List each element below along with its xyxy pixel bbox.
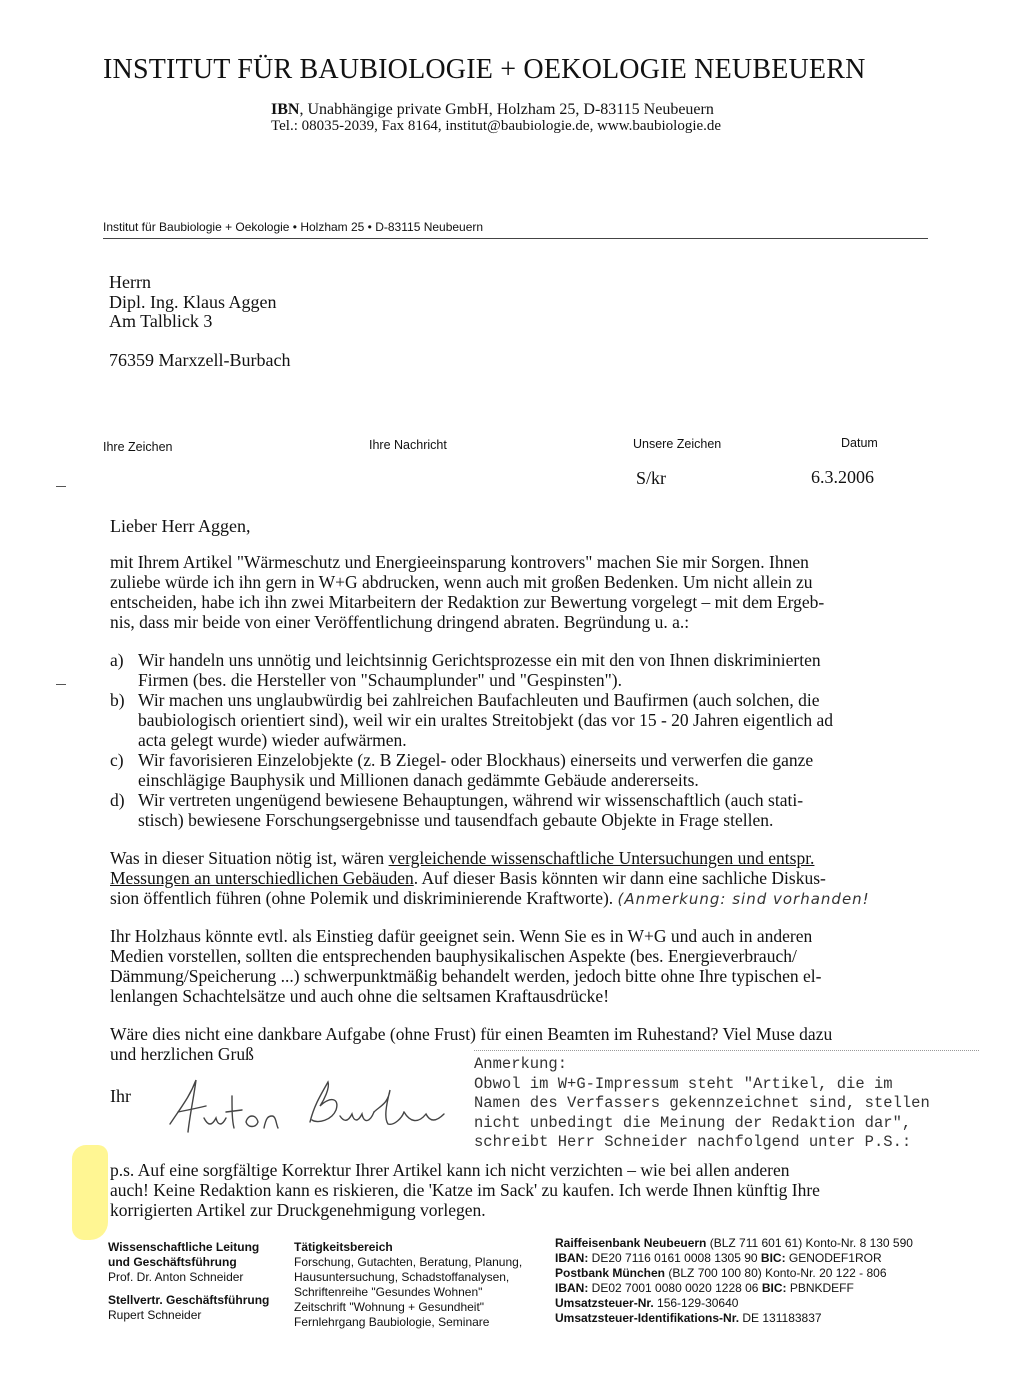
letterhead-contact-line: Tel.: 08035-2039, Fax 8164, institut@baubiologie.de, www.baubiologie.de: [271, 118, 722, 134]
footer-heading: Wissenschaftliche Leitung: [108, 1240, 260, 1254]
fold-mark: [56, 684, 66, 685]
highlighter-mark: [72, 1145, 108, 1240]
list-item: [110, 790, 940, 830]
list-item-line: Wir handeln uns unnötig und leichtsinnig Gerichtsprozesse ein mit den von Ihnen diskriminierten: [138, 650, 821, 670]
footer-value: 156-129-30640: [653, 1296, 739, 1310]
list-marker: b): [110, 690, 125, 710]
postscript: [110, 1160, 932, 1220]
letterhead-ibn: IBN: [271, 101, 300, 118]
footer-heading: Stellvertr. Geschäftsführung: [108, 1293, 270, 1307]
paragraph-4-line: und herzlichen Gruß: [110, 1044, 254, 1064]
paragraph-1-line: zuliebe würde ich ihn gern in W+G abdrucken, wenn auch mit großen Bedenken. Um nicht allein zu: [110, 572, 813, 592]
list-item-line: stisch) bewiesene Forschungsergebnisse und tausendfach gebaute Objekte in Frage stellen.: [138, 810, 774, 830]
paragraph-1-line: entscheiden, habe ich ihn zwei Mitarbeitern der Redaktion zur Bewertung vorgelegt – mit dem Ergeb-: [110, 592, 825, 612]
datum-value: 6.3.2006: [811, 467, 874, 487]
footer-value: Rupert Schneider: [108, 1308, 202, 1322]
footer-banking: [555, 1236, 913, 1326]
annotation-line: Anmerkung:: [474, 1055, 568, 1073]
list-item: [110, 650, 940, 690]
footer-value: Hausuntersuchung, Schadstoffanalysen,: [294, 1270, 510, 1284]
footer-heading: Tätigkeitsbereich: [294, 1240, 393, 1254]
letterhead-address-line: [271, 101, 714, 119]
closing: Ihr: [110, 1086, 131, 1106]
paragraph-3-line: Ihr Holzhaus könnte evtl. als Einstieg dafür geeignet sein. Wenn Sie es in W+G und auch in anderen: [110, 926, 813, 946]
footer-label: IBAN:: [555, 1251, 589, 1265]
postscript-line: korrigierten Artikel zur Druckgenehmigung vorlegen.: [110, 1200, 486, 1220]
footer-value: DE02 7001 0080 0020 1228 06: [588, 1281, 762, 1295]
signature-image: [160, 1066, 460, 1146]
footer-label: BIC:: [761, 1281, 787, 1295]
recipient-salutation: Herrn: [109, 272, 151, 292]
greeting: Lieber Herr Aggen,: [110, 516, 251, 536]
postscript-line: p.s. Auf eine sorgfältige Korrektur Ihrer Artikel kann ich nicht verzichten – wie bei allen anderen: [110, 1160, 790, 1180]
recipient-name: Dipl. Ing. Klaus Aggen: [109, 292, 277, 312]
footer-value: GENODEF1ROR: [785, 1251, 882, 1265]
annotation-line: Namen des Verfassers gekennzeichnet sind, stellen: [474, 1094, 930, 1112]
paragraph-2-line: [110, 888, 932, 909]
paragraph-1-line: nis, dass mir beide von einer Veröffentlichung dringend abraten. Begründung u. a.:: [110, 612, 690, 632]
list-item-line: Firmen (bes. die Hersteller von "Schaumplunder" und "Gespinsten").: [138, 670, 622, 690]
list-marker: c): [110, 750, 124, 770]
recipient-street: Am Talblick 3: [109, 311, 213, 331]
paragraph-3-line: Dämmung/Speicherung ...) schwerpunktmäßig behandelt werden, jedoch bitte ohne Ihre typischen el-: [110, 966, 822, 986]
footer-label: Umsatzsteuer-Identifikations-Nr.: [555, 1311, 740, 1325]
return-address: Institut für Baubiologie + Oekologie • Holzham 25 • D-83115 Neubeuern: [103, 220, 484, 234]
postscript-line: auch! Keine Redaktion kann es riskieren, die 'Katze im Sack' zu kaufen. Ich werde Ihnen künftig Ihre: [110, 1180, 820, 1200]
paragraph-3-line: Medien vorstellen, sollten die entsprechenden bauphysikalischen Aspekte (bes. Energieverbrauch/: [110, 946, 797, 966]
footer-value: PBNKDEFF: [786, 1281, 854, 1295]
annotation-rule: [474, 1050, 979, 1051]
list-item: [110, 750, 940, 790]
footer-value: Zeitschrift "Wohnung + Gesundheit": [294, 1300, 485, 1314]
footer-heading: und Geschäftsführung: [108, 1255, 237, 1269]
footer-value: (BLZ 711 601 61) Konto-Nr. 8 130 590: [706, 1236, 913, 1250]
footer-value: Schriftenreihe "Gesundes Wohnen": [294, 1285, 483, 1299]
footer-bank-name: Raiffeisenbank Neubeuern: [555, 1236, 707, 1250]
footer-value: DE 131183837: [739, 1311, 822, 1325]
paragraph-2: [110, 848, 932, 909]
reasons-list: [110, 650, 940, 830]
footer-label: IBAN:: [555, 1281, 589, 1295]
paragraph-1: [110, 552, 932, 632]
annotation-line: nicht unbedingt die Meinung der Redaktion dar",: [474, 1113, 912, 1132]
footer-value: Fernlehrgang Baubiologie, Seminare: [294, 1315, 490, 1329]
paragraph-2-text: . Auf dieser Basis könnten wir dann eine sachliche Diskus-: [413, 868, 826, 888]
handwritten-note: (Anmerkung: sind vorhanden!: [617, 890, 870, 908]
footer-value: DE20 7116 0161 0008 1305 90: [588, 1251, 761, 1265]
unsere-zeichen-value: S/kr: [636, 468, 667, 488]
letterhead-address-text: , Unabhängige private GmbH, Holzham 25, D-83115 Neubeuern: [299, 101, 714, 118]
list-item: [110, 690, 940, 750]
paragraph-3-line: lenlangen Schachtelsätze und auch ohne die seltsamen Kraftausdrücke!: [110, 986, 610, 1006]
paragraph-2-text: sion öffentlich führen (ohne Polemik und diskriminierende Kraftworte).: [110, 888, 614, 908]
institute-title: INSTITUT FÜR BAUBIOLOGIE + OEKOLOGIE NEUBEUERN: [103, 54, 866, 85]
footer-activities: [294, 1240, 522, 1330]
footer-value: (BLZ 700 100 80) Konto-Nr. 20 122 - 806: [665, 1266, 887, 1280]
list-item-line: Wir favorisieren Einzelobjekte (z. B Ziegel- oder Blockhaus) einerseits und verwerfen die ganze: [138, 750, 814, 770]
footer-value: Prof. Dr. Anton Schneider: [108, 1270, 244, 1284]
annotation-line: Obwol im W+G-Impressum steht "Artikel, die im: [474, 1074, 893, 1093]
footer-label: Umsatzsteuer-Nr.: [555, 1296, 654, 1310]
recipient-city: 76359 Marxzell-Burbach: [109, 350, 291, 370]
paragraph-2-underlined: Messungen an unterschiedlichen Gebäuden: [110, 868, 414, 888]
footer-bank-name: Postbank München: [555, 1266, 666, 1280]
datum-label: Datum: [841, 436, 878, 450]
paragraph-2-line: [110, 868, 932, 888]
footer-value: Forschung, Gutachten, Beratung, Planung,: [294, 1255, 523, 1269]
list-marker: a): [110, 650, 124, 670]
footer-management: [108, 1240, 269, 1323]
footer-label: BIC:: [760, 1251, 786, 1265]
list-marker: d): [110, 790, 125, 810]
paragraph-1-line: mit Ihrem Artikel "Wärmeschutz und Energieeinsparung kontrovers" machen Sie mir Sorgen. Ihnen: [110, 552, 809, 572]
list-item-line: einschlägige Bauphysik und Millionen danach gedämmte Gebäude andererseits.: [138, 770, 699, 790]
paragraph-4-line: Wäre dies nicht eine dankbare Aufgabe (ohne Frust) für einen Beamten im Ruhestand? Viel Muse dazu: [110, 1024, 833, 1044]
paragraph-2-text: Was in dieser Situation nötig ist, wären: [110, 848, 389, 868]
ihre-zeichen-label: Ihre Zeichen: [103, 440, 173, 454]
list-item-line: Wir vertreten ungenügend bewiesene Behauptungen, während wir wissenschaftlich (auch stati-: [138, 790, 804, 810]
return-address-rule: [103, 238, 928, 239]
annotation-box: [474, 1055, 994, 1153]
paragraph-2-underlined: vergleichende wissenschaftliche Untersuchungen und entspr.: [388, 848, 815, 868]
fold-mark: [56, 486, 66, 487]
list-item-line: baubiologisch orientiert sind), weil wir ein uraltes Streitobjekt (das vor 15 - 20 Jahren eigentlich ad: [138, 710, 833, 730]
list-item-line: Wir machen uns unglaubwürdig bei zahlreichen Baufachleuten und Baufirmen (auch solchen, die: [138, 690, 820, 710]
paragraph-3: [110, 926, 932, 1006]
annotation-line: schreibt Herr Schneider nachfolgend unter P.S.:: [474, 1133, 912, 1151]
ihre-nachricht-label: Ihre Nachricht: [369, 438, 447, 452]
unsere-zeichen-label: Unsere Zeichen: [633, 437, 722, 451]
paragraph-2-line: [110, 848, 932, 868]
list-item-line: acta gelegt wurde) wieder aufwärmen.: [138, 730, 407, 750]
